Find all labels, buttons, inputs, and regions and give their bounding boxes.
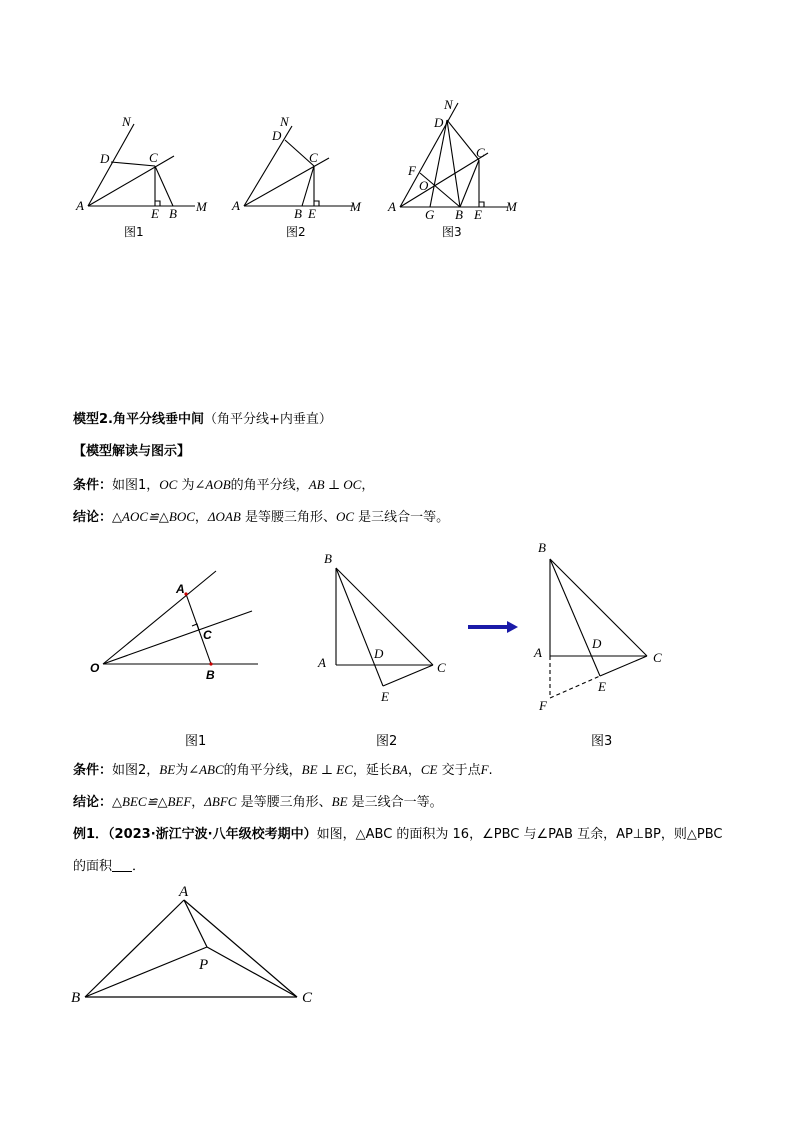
conclusion-label: 结论： <box>73 795 113 810</box>
label-D: D <box>434 115 444 130</box>
model-heading <box>73 411 332 429</box>
label-G: G <box>425 207 435 222</box>
label-B: B <box>455 207 463 222</box>
label-F: F <box>539 698 547 713</box>
label-M: M <box>196 199 207 214</box>
math: F <box>480 762 489 777</box>
example-text: 的面积 <box>73 859 113 874</box>
condition-label: 条件： <box>73 763 113 778</box>
label-B: B <box>206 668 215 682</box>
top-figure-1 <box>70 110 220 245</box>
figure-caption-3: 图3 <box>591 734 613 749</box>
label-E: E <box>151 206 159 221</box>
math: △BEC≌△BEF <box>112 794 192 809</box>
text: 是三线合一等。 <box>347 795 443 810</box>
top-figure-2 <box>228 110 378 245</box>
figure-caption-1: 图1 <box>185 734 207 749</box>
label-C: C <box>203 628 212 642</box>
label-A: A <box>232 198 240 213</box>
conclusion-1 <box>73 508 449 527</box>
label-B: B <box>538 540 546 555</box>
label-A: A <box>179 884 189 900</box>
math: OC <box>335 509 355 524</box>
label-A: A <box>176 582 185 596</box>
math: AB ⊥ OC <box>308 477 362 492</box>
math: BE ⊥ EC <box>301 762 353 777</box>
model-title: 模型2.角平分线垂中间 <box>73 412 204 427</box>
text: 的角平分线， <box>230 478 309 493</box>
math: △AOC≌△BOC <box>112 509 195 524</box>
math: ∠ABC <box>188 762 224 777</box>
example-1-line-2 <box>73 857 145 876</box>
label-E: E <box>474 207 482 222</box>
section-title: 【模型解读与图示】 <box>73 444 191 459</box>
example-source: （2023·浙江宁波·八年级校考期中） <box>108 827 317 842</box>
text: 是三线合一等。 <box>354 510 450 525</box>
label-D: D <box>272 128 282 143</box>
label-C: C <box>437 660 446 675</box>
label-N: N <box>122 114 131 129</box>
label-M: M <box>350 199 361 214</box>
label-E: E <box>308 206 316 221</box>
label-C: C <box>302 990 313 1006</box>
condition-1 <box>73 476 374 495</box>
model-title-note: （角平分线+内垂直） <box>203 412 332 427</box>
answer-blank[interactable] <box>112 857 132 872</box>
condition-2 <box>73 761 493 780</box>
label-B: B <box>169 206 177 221</box>
math: BE <box>331 794 348 809</box>
text: 如图2， <box>112 763 160 778</box>
model-arrow <box>465 618 523 636</box>
label-D: D <box>100 151 110 166</box>
example-1-line-1 <box>73 826 723 844</box>
label-A: A <box>76 198 84 213</box>
math: OC <box>159 477 178 492</box>
math: ∠AOB <box>194 477 231 492</box>
figure-caption: 图3 <box>442 225 462 239</box>
text: 如图1， <box>112 478 160 493</box>
label-D: D <box>592 636 602 651</box>
text: . <box>488 763 493 778</box>
top-figure-3 <box>384 96 534 246</box>
figure-caption: 图2 <box>286 225 306 239</box>
text: ， <box>191 795 205 810</box>
figure-caption: 图1 <box>124 225 144 239</box>
label-O: O <box>90 661 100 675</box>
example-label: 例1． <box>73 827 109 842</box>
label-A: A <box>534 645 542 660</box>
math: ΔOAB <box>207 509 241 524</box>
label-C: C <box>309 150 318 165</box>
section-heading <box>73 443 190 461</box>
text: ， <box>361 478 375 493</box>
label-A: A <box>318 655 326 670</box>
model-figure-1 <box>86 560 266 690</box>
label-B: B <box>324 551 332 566</box>
label-M: M <box>506 199 517 214</box>
condition-label: 条件： <box>73 478 113 493</box>
model-figure-2 <box>310 548 460 704</box>
label-B: B <box>71 990 81 1006</box>
text: 的角平分线， <box>223 763 302 778</box>
math: BA <box>391 762 408 777</box>
text: ， <box>194 510 208 525</box>
figure-caption-2: 图2 <box>376 734 398 749</box>
label-O: O <box>419 178 429 193</box>
label-P: P <box>199 957 209 973</box>
text: 为 <box>177 478 195 493</box>
math: BE <box>159 762 176 777</box>
text: 是等腰三角形、 <box>236 795 332 810</box>
math: CE <box>420 762 438 777</box>
label-C: C <box>476 145 485 160</box>
conclusion-2 <box>73 793 443 812</box>
label-F: F <box>408 163 416 178</box>
label-N: N <box>444 97 453 112</box>
label-C: C <box>149 150 158 165</box>
label-B: B <box>294 206 302 221</box>
model-figure-3 <box>530 540 680 715</box>
label-C: C <box>653 650 662 665</box>
text: 是等腰三角形、 <box>240 510 336 525</box>
text: ， <box>407 763 421 778</box>
label-N: N <box>280 114 289 129</box>
text: 交于点 <box>437 763 481 778</box>
example-1-figure <box>66 878 326 1013</box>
label-A: A <box>388 199 396 214</box>
example-text: ． <box>132 859 146 874</box>
math: ΔBFC <box>204 794 237 809</box>
text: 为 <box>175 763 189 778</box>
label-E: E <box>598 679 606 694</box>
label-E: E <box>381 689 389 704</box>
conclusion-label: 结论： <box>73 510 113 525</box>
example-text: 如图，△ABC 的面积为 16，∠PBC 与∠PAB 互余，AP⊥BP，则△PBC <box>316 827 723 842</box>
label-D: D <box>374 646 384 661</box>
text: ，延长 <box>352 763 392 778</box>
